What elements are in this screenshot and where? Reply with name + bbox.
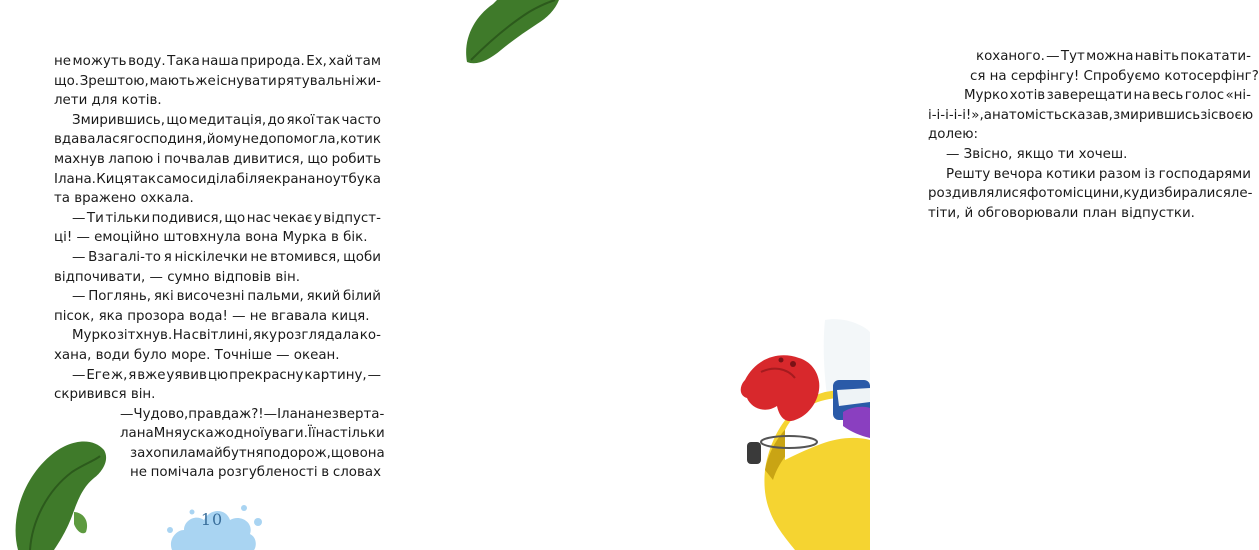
line-text: скривився він. (54, 387, 156, 403)
word: чекає (272, 210, 313, 226)
page-number-badge (162, 500, 262, 550)
word: коханого. (976, 49, 1045, 64)
word: Мурко (964, 88, 1009, 104)
word: настільки (315, 426, 385, 442)
word: що (307, 151, 329, 167)
word: сказав, (1061, 107, 1113, 123)
text-line (54, 189, 381, 209)
text-line (928, 86, 1251, 106)
word: натомість (991, 107, 1062, 123)
word: які (153, 289, 174, 305)
word: подорож, (263, 445, 331, 461)
word: так (131, 171, 157, 187)
word: Ти (86, 210, 104, 226)
word: рятувальні (277, 73, 355, 89)
word: відпуст- (323, 210, 381, 226)
word: в (321, 465, 330, 481)
word: що (224, 210, 246, 226)
word: там (354, 54, 381, 69)
word: який (306, 289, 341, 305)
word: же (195, 73, 216, 89)
text-line (54, 307, 381, 327)
word: можна (1086, 49, 1134, 64)
word: не (130, 465, 147, 481)
word: ж, (111, 367, 128, 383)
word: На (172, 328, 192, 344)
word: дивитися, (233, 151, 304, 167)
text-line (928, 165, 1251, 185)
word: «ні- (1225, 88, 1251, 104)
word: — (72, 367, 86, 383)
word: майбутня (195, 445, 264, 461)
word: Решту (946, 166, 991, 182)
word: вже (137, 367, 166, 383)
word: своєю (1211, 107, 1254, 123)
word: Еге (86, 367, 111, 383)
word: котики (1045, 166, 1096, 182)
word: ж?! (239, 406, 264, 422)
text-line (54, 366, 381, 386)
word: помічала (150, 465, 215, 481)
word: Її (307, 426, 316, 442)
word: біля (236, 171, 266, 187)
word: на (136, 426, 154, 442)
word: господиня, (127, 132, 207, 148)
word: Ілана. (54, 171, 96, 187)
text-line (54, 346, 381, 366)
word: що (166, 112, 188, 128)
leaf-illustration (0, 420, 110, 550)
word: роздивлялися (928, 186, 1027, 202)
word: щоби (343, 249, 381, 265)
word: — (72, 289, 86, 305)
word: Чудово, (133, 406, 189, 422)
text-line (928, 125, 1251, 145)
word: жи- (355, 73, 381, 89)
word: світлині, (191, 328, 253, 344)
word: Зрештою, (79, 73, 149, 89)
word: пальми, (247, 289, 304, 305)
word: допомогла, (259, 132, 340, 148)
word: і-і-і-і-і!», (928, 107, 984, 123)
word: втомився, (270, 249, 341, 265)
word: заверещати (1046, 88, 1133, 104)
word: наша (201, 54, 239, 69)
text-line (928, 204, 1251, 224)
line-text: долею: (928, 127, 979, 143)
line-text: та вражено охкала. (54, 191, 194, 207)
word: Ех, (306, 54, 327, 69)
word: вона (351, 445, 385, 461)
word: розглядала (277, 328, 360, 344)
word: йому (206, 132, 242, 148)
word: природа. (240, 54, 305, 69)
word: Взагалі-то (88, 249, 161, 265)
word: котик (340, 132, 381, 148)
word: вдавалася (54, 132, 128, 148)
word: Киця (96, 171, 132, 187)
right-page-text (928, 47, 1259, 223)
text-line (54, 268, 381, 288)
word: хай (328, 54, 354, 69)
text-line (54, 52, 381, 72)
word: нас (246, 210, 272, 226)
word: ноутбука (315, 171, 381, 187)
word: голос (1184, 88, 1225, 104)
word: уявив (166, 367, 207, 383)
text-line (54, 111, 381, 131)
line-text: тіти, й обговорювали план відпустки. (928, 205, 1195, 221)
word: Поглянь, (88, 289, 152, 305)
word: ніскілечки (174, 249, 248, 265)
word: що. (54, 73, 80, 89)
right-page (435, 0, 1259, 550)
word: і (156, 151, 161, 167)
text-line (54, 385, 381, 405)
word: покатати- (1180, 49, 1251, 64)
line-text: ся на серфінгу! Спробуємо котосерфінг? (970, 68, 1259, 84)
line-text: — Звісно, якщо ти хочеш. (946, 146, 1128, 162)
word: Змирившись, (72, 112, 165, 128)
word: Мняуска (153, 426, 214, 442)
word: куди (1123, 186, 1158, 202)
text-line (928, 67, 1259, 87)
word: правда (188, 406, 240, 422)
word: робить (331, 151, 381, 167)
word: тільки (105, 210, 151, 226)
text-line (54, 72, 381, 92)
word: словах (332, 465, 381, 481)
word: жодної (213, 426, 264, 442)
word: ле- (1230, 186, 1253, 202)
text-line (54, 248, 381, 268)
word: не (250, 249, 268, 265)
word: не (241, 132, 259, 148)
word: — (72, 210, 86, 226)
text-line (54, 150, 381, 170)
word: змирившись (1112, 107, 1201, 123)
word: я (163, 249, 172, 265)
word: — (263, 406, 278, 422)
word: можуть (72, 54, 127, 69)
word: уваги. (263, 426, 308, 442)
word: існувати (216, 73, 277, 89)
word: екрана (265, 171, 316, 187)
word: — (72, 249, 86, 265)
line-text: відпочивати, — сумно відповів він. (54, 269, 300, 285)
word: на (1133, 88, 1151, 104)
word: а (983, 107, 992, 123)
word: зі (1200, 107, 1212, 123)
word: фото (1026, 186, 1063, 202)
word: махнув (54, 151, 105, 167)
line-text: лети для котів. (54, 93, 162, 109)
text-line (928, 47, 1251, 67)
word: господарями (1158, 166, 1251, 182)
word: хотів (1009, 88, 1046, 104)
word: цю (207, 367, 229, 383)
word: до (267, 112, 285, 128)
word: не (314, 406, 332, 422)
word: — (367, 367, 381, 383)
page-number: 10 (200, 510, 224, 529)
text-line (54, 170, 381, 190)
word: весь (1151, 88, 1184, 104)
word: прекрасну (229, 367, 304, 383)
word: сиділа (190, 171, 237, 187)
word: що (330, 445, 352, 461)
line-text: пісок, яка прозора вода! — не вгавала киця. (54, 308, 370, 324)
word: не (54, 54, 71, 69)
word: захопила (130, 445, 196, 461)
line-text: ці! — емоційно штовхнула вона Мурка в бік. (54, 230, 368, 246)
word: разом (1098, 166, 1142, 182)
word: Така (167, 54, 200, 69)
word: Мурко (72, 328, 117, 344)
text-line (54, 130, 381, 150)
word: почвалав (163, 151, 230, 167)
word: воду. (128, 54, 166, 69)
text-line (54, 209, 381, 229)
word: картину, (304, 367, 367, 383)
word: якої (286, 112, 315, 128)
word: ла (120, 426, 137, 442)
word: лапою (108, 151, 154, 167)
word: височезні (176, 289, 245, 305)
word: мають (149, 73, 195, 89)
word: навіть (1134, 49, 1180, 64)
left-page-text (54, 52, 385, 483)
word: Тут (1060, 49, 1085, 64)
word: Ілана (277, 406, 315, 422)
text-line (54, 287, 381, 307)
text-line (928, 184, 1251, 204)
word: подивися, (151, 210, 223, 226)
left-page (0, 0, 435, 550)
word: я (128, 367, 137, 383)
word: розгубленості (217, 465, 318, 481)
word: само (156, 171, 191, 187)
text-line (54, 326, 381, 346)
word: — (1046, 49, 1060, 64)
suitcase-illustration (725, 320, 870, 550)
text-line (928, 145, 1251, 165)
word: часто (341, 112, 381, 128)
word: медитація, (188, 112, 267, 128)
word: так (315, 112, 341, 128)
word: ко- (359, 328, 381, 344)
text-line (54, 91, 381, 111)
word: білий (343, 289, 381, 305)
word: із (1144, 166, 1156, 182)
text-line (54, 228, 381, 248)
word: збиралися (1157, 186, 1231, 202)
word: зверта- (331, 406, 385, 422)
text-line (928, 106, 1254, 126)
line-text: хана, води було море. Точніше — океан. (54, 347, 340, 363)
leaf-illustration (463, 0, 563, 70)
word: зітхнув. (116, 328, 173, 344)
word: яку (252, 328, 277, 344)
word: — (120, 406, 134, 422)
word: вечора (993, 166, 1043, 182)
word: у (313, 210, 322, 226)
word: місцини, (1062, 186, 1124, 202)
